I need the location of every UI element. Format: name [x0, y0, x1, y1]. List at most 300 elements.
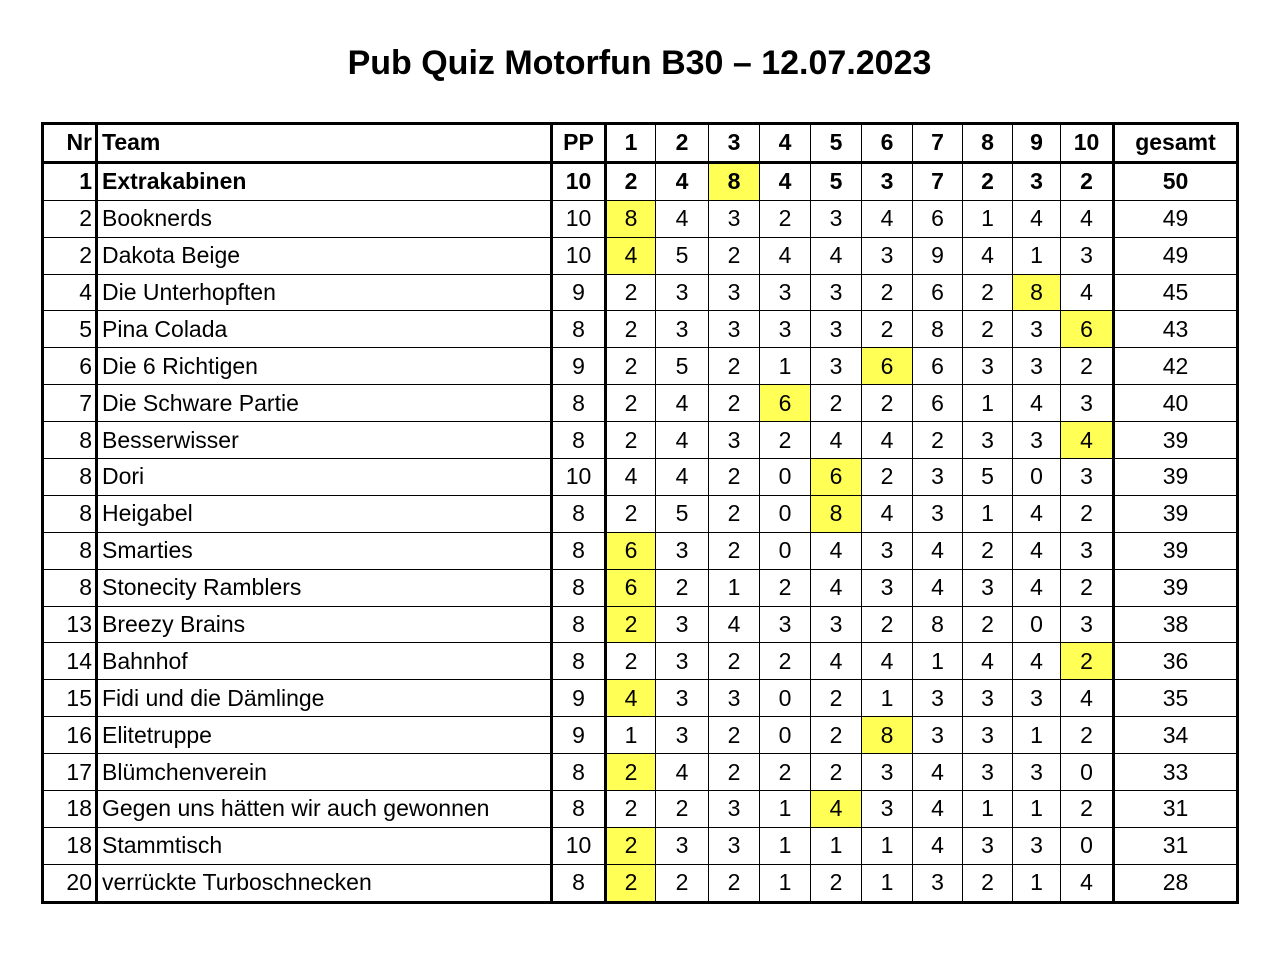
round-9-score-cell: 4: [1013, 569, 1061, 606]
round-1-score-cell: 2: [606, 606, 656, 643]
round-10-score-cell: 2: [1061, 791, 1114, 828]
round-5-score-cell: 4: [811, 532, 862, 569]
round-2-score-cell: 5: [656, 495, 709, 532]
round-3-score-cell: 2: [709, 643, 760, 680]
column-header-8: 8: [963, 124, 1013, 163]
round-10-score-cell: 3: [1061, 459, 1114, 496]
round-3-score-cell: 4: [709, 606, 760, 643]
round-3-score-cell: 2: [709, 237, 760, 274]
round-9-score-cell: 4: [1013, 200, 1061, 237]
round-9-score-cell: 4: [1013, 495, 1061, 532]
round-1-score-cell: 4: [606, 680, 656, 717]
column-header-nr: Nr: [43, 124, 97, 163]
rank-cell: 4: [43, 274, 97, 311]
round-1-score-cell: 2: [606, 162, 656, 200]
round-4-score-cell: 0: [760, 680, 811, 717]
round-9-score-cell: 3: [1013, 680, 1061, 717]
pp-cell: 8: [552, 606, 606, 643]
round-3-score-cell: 3: [709, 680, 760, 717]
round-2-score-cell: 3: [656, 643, 709, 680]
round-3-score-cell: 2: [709, 532, 760, 569]
round-10-score-cell: 4: [1061, 422, 1114, 459]
round-6-score-cell: 2: [862, 385, 913, 422]
team-name-cell: Smarties: [97, 532, 552, 569]
table-row: [43, 422, 1238, 459]
pp-cell: 9: [552, 680, 606, 717]
round-2-score-cell: 4: [656, 162, 709, 200]
rank-cell: 2: [43, 200, 97, 237]
round-6-score-cell: 1: [862, 680, 913, 717]
table-row: [43, 311, 1238, 348]
round-2-score-cell: 3: [656, 311, 709, 348]
round-8-score-cell: 3: [963, 422, 1013, 459]
round-6-score-cell: 4: [862, 495, 913, 532]
round-8-score-cell: 3: [963, 827, 1013, 864]
total-cell: 49: [1114, 237, 1238, 274]
team-name-cell: Dori: [97, 459, 552, 496]
rank-cell: 8: [43, 459, 97, 496]
round-4-score-cell: 1: [760, 348, 811, 385]
round-3-score-cell: 2: [709, 754, 760, 791]
column-header-10: 10: [1061, 124, 1114, 163]
round-8-score-cell: 1: [963, 791, 1013, 828]
round-2-score-cell: 2: [656, 864, 709, 902]
round-7-score-cell: 4: [913, 532, 963, 569]
round-10-score-cell: 2: [1061, 162, 1114, 200]
round-5-score-cell: 4: [811, 791, 862, 828]
round-8-score-cell: 1: [963, 200, 1013, 237]
rank-cell: 1: [43, 162, 97, 200]
total-cell: 35: [1114, 680, 1238, 717]
round-10-score-cell: 2: [1061, 717, 1114, 754]
round-5-score-cell: 3: [811, 200, 862, 237]
total-cell: 31: [1114, 791, 1238, 828]
round-3-score-cell: 2: [709, 459, 760, 496]
team-name-cell: Bahnhof: [97, 643, 552, 680]
round-3-score-cell: 3: [709, 827, 760, 864]
round-2-score-cell: 2: [656, 569, 709, 606]
round-3-score-cell: 3: [709, 791, 760, 828]
round-8-score-cell: 5: [963, 459, 1013, 496]
total-cell: 31: [1114, 827, 1238, 864]
total-cell: 39: [1114, 532, 1238, 569]
round-10-score-cell: 0: [1061, 827, 1114, 864]
round-9-score-cell: 8: [1013, 274, 1061, 311]
round-9-score-cell: 4: [1013, 385, 1061, 422]
round-4-score-cell: 2: [760, 200, 811, 237]
round-10-score-cell: 4: [1061, 864, 1114, 902]
round-2-score-cell: 3: [656, 827, 709, 864]
rank-cell: 15: [43, 680, 97, 717]
round-6-score-cell: 4: [862, 200, 913, 237]
pp-cell: 8: [552, 385, 606, 422]
round-8-score-cell: 3: [963, 680, 1013, 717]
round-5-score-cell: 5: [811, 162, 862, 200]
pp-cell: 10: [552, 237, 606, 274]
round-3-score-cell: 8: [709, 162, 760, 200]
round-10-score-cell: 4: [1061, 200, 1114, 237]
total-cell: 28: [1114, 864, 1238, 902]
rank-cell: 20: [43, 864, 97, 902]
round-5-score-cell: 1: [811, 827, 862, 864]
round-4-score-cell: 3: [760, 274, 811, 311]
round-6-score-cell: 4: [862, 422, 913, 459]
round-9-score-cell: 3: [1013, 827, 1061, 864]
round-3-score-cell: 2: [709, 864, 760, 902]
round-9-score-cell: 1: [1013, 717, 1061, 754]
team-name-cell: Booknerds: [97, 200, 552, 237]
round-5-score-cell: 2: [811, 385, 862, 422]
round-4-score-cell: 2: [760, 643, 811, 680]
team-name-cell: Besserwisser: [97, 422, 552, 459]
round-7-score-cell: 6: [913, 200, 963, 237]
pp-cell: 8: [552, 791, 606, 828]
table-row: [43, 274, 1238, 311]
rank-cell: 18: [43, 791, 97, 828]
round-4-score-cell: 2: [760, 754, 811, 791]
round-2-score-cell: 5: [656, 348, 709, 385]
total-cell: 36: [1114, 643, 1238, 680]
round-7-score-cell: 3: [913, 717, 963, 754]
total-cell: 49: [1114, 200, 1238, 237]
pp-cell: 10: [552, 827, 606, 864]
round-5-score-cell: 2: [811, 680, 862, 717]
round-10-score-cell: 6: [1061, 311, 1114, 348]
total-cell: 45: [1114, 274, 1238, 311]
round-4-score-cell: 3: [760, 311, 811, 348]
round-5-score-cell: 4: [811, 237, 862, 274]
pp-cell: 9: [552, 348, 606, 385]
team-name-cell: Stonecity Ramblers: [97, 569, 552, 606]
rank-cell: 18: [43, 827, 97, 864]
rank-cell: 6: [43, 348, 97, 385]
total-cell: 39: [1114, 422, 1238, 459]
round-8-score-cell: 2: [963, 532, 1013, 569]
round-5-score-cell: 3: [811, 274, 862, 311]
round-4-score-cell: 4: [760, 237, 811, 274]
round-7-score-cell: 6: [913, 348, 963, 385]
round-9-score-cell: 1: [1013, 237, 1061, 274]
round-9-score-cell: 1: [1013, 864, 1061, 902]
table-row: [43, 864, 1238, 902]
total-cell: 39: [1114, 459, 1238, 496]
round-6-score-cell: 3: [862, 237, 913, 274]
round-1-score-cell: 2: [606, 422, 656, 459]
round-9-score-cell: 3: [1013, 348, 1061, 385]
round-5-score-cell: 4: [811, 569, 862, 606]
round-4-score-cell: 1: [760, 791, 811, 828]
column-header-3: 3: [709, 124, 760, 163]
pp-cell: 8: [552, 532, 606, 569]
column-header-gesamt: gesamt: [1114, 124, 1238, 163]
round-7-score-cell: 3: [913, 680, 963, 717]
round-8-score-cell: 4: [963, 237, 1013, 274]
round-9-score-cell: 3: [1013, 311, 1061, 348]
round-1-score-cell: 8: [606, 200, 656, 237]
round-5-score-cell: 3: [811, 311, 862, 348]
column-header-9: 9: [1013, 124, 1061, 163]
round-2-score-cell: 4: [656, 754, 709, 791]
table-row: [43, 827, 1238, 864]
header-row: [43, 124, 1238, 163]
round-6-score-cell: 1: [862, 827, 913, 864]
pp-cell: 8: [552, 643, 606, 680]
round-4-score-cell: 0: [760, 495, 811, 532]
round-4-score-cell: 2: [760, 422, 811, 459]
column-header-2: 2: [656, 124, 709, 163]
round-10-score-cell: 2: [1061, 643, 1114, 680]
round-2-score-cell: 4: [656, 459, 709, 496]
round-8-score-cell: 3: [963, 717, 1013, 754]
table-row: [43, 680, 1238, 717]
round-6-score-cell: 2: [862, 459, 913, 496]
round-10-score-cell: 3: [1061, 532, 1114, 569]
round-10-score-cell: 4: [1061, 274, 1114, 311]
round-1-score-cell: 6: [606, 569, 656, 606]
round-1-score-cell: 4: [606, 237, 656, 274]
round-3-score-cell: 1: [709, 569, 760, 606]
round-1-score-cell: 2: [606, 495, 656, 532]
round-8-score-cell: 2: [963, 606, 1013, 643]
pp-cell: 10: [552, 162, 606, 200]
table-row: [43, 643, 1238, 680]
table-row: [43, 237, 1238, 274]
rank-cell: 14: [43, 643, 97, 680]
results-table: [41, 122, 1239, 904]
team-name-cell: Fidi und die Dämlinge: [97, 680, 552, 717]
round-10-score-cell: 2: [1061, 348, 1114, 385]
round-5-score-cell: 8: [811, 495, 862, 532]
round-10-score-cell: 3: [1061, 606, 1114, 643]
round-6-score-cell: 1: [862, 864, 913, 902]
round-1-score-cell: 2: [606, 754, 656, 791]
round-8-score-cell: 3: [963, 754, 1013, 791]
table-row: [43, 791, 1238, 828]
round-1-score-cell: 2: [606, 348, 656, 385]
round-7-score-cell: 8: [913, 311, 963, 348]
total-cell: 34: [1114, 717, 1238, 754]
round-2-score-cell: 3: [656, 680, 709, 717]
round-5-score-cell: 6: [811, 459, 862, 496]
total-cell: 39: [1114, 495, 1238, 532]
column-header-5: 5: [811, 124, 862, 163]
round-7-score-cell: 8: [913, 606, 963, 643]
round-3-score-cell: 3: [709, 311, 760, 348]
round-9-score-cell: 4: [1013, 643, 1061, 680]
table-row: [43, 569, 1238, 606]
round-3-score-cell: 3: [709, 422, 760, 459]
rank-cell: 5: [43, 311, 97, 348]
round-4-score-cell: 6: [760, 385, 811, 422]
table-row: [43, 754, 1238, 791]
pp-cell: 8: [552, 569, 606, 606]
round-6-score-cell: 6: [862, 348, 913, 385]
round-1-score-cell: 2: [606, 827, 656, 864]
round-6-score-cell: 2: [862, 606, 913, 643]
round-9-score-cell: 0: [1013, 606, 1061, 643]
round-10-score-cell: 2: [1061, 495, 1114, 532]
round-4-score-cell: 0: [760, 459, 811, 496]
team-name-cell: Die Unterhopften: [97, 274, 552, 311]
round-7-score-cell: 6: [913, 274, 963, 311]
team-name-cell: Die Schware Partie: [97, 385, 552, 422]
round-4-score-cell: 1: [760, 827, 811, 864]
rank-cell: 2: [43, 237, 97, 274]
round-7-score-cell: 4: [913, 754, 963, 791]
round-6-score-cell: 3: [862, 532, 913, 569]
round-8-score-cell: 3: [963, 348, 1013, 385]
team-name-cell: Pina Colada: [97, 311, 552, 348]
column-header-7: 7: [913, 124, 963, 163]
rank-cell: 8: [43, 422, 97, 459]
table-row: [43, 606, 1238, 643]
pp-cell: 8: [552, 864, 606, 902]
rank-cell: 13: [43, 606, 97, 643]
round-1-score-cell: 2: [606, 385, 656, 422]
round-2-score-cell: 3: [656, 532, 709, 569]
column-header-4: 4: [760, 124, 811, 163]
round-6-score-cell: 3: [862, 791, 913, 828]
round-3-score-cell: 2: [709, 348, 760, 385]
column-header-team: Team: [97, 124, 552, 163]
pp-cell: 9: [552, 717, 606, 754]
table-row: [43, 495, 1238, 532]
round-2-score-cell: 3: [656, 606, 709, 643]
round-6-score-cell: 3: [862, 754, 913, 791]
column-header-1: 1: [606, 124, 656, 163]
round-2-score-cell: 4: [656, 422, 709, 459]
round-5-score-cell: 2: [811, 864, 862, 902]
total-cell: 43: [1114, 311, 1238, 348]
round-2-score-cell: 3: [656, 274, 709, 311]
round-9-score-cell: 1: [1013, 791, 1061, 828]
round-1-score-cell: 2: [606, 311, 656, 348]
round-6-score-cell: 3: [862, 162, 913, 200]
round-4-score-cell: 4: [760, 162, 811, 200]
round-5-score-cell: 4: [811, 422, 862, 459]
round-1-score-cell: 6: [606, 532, 656, 569]
pp-cell: 10: [552, 200, 606, 237]
round-5-score-cell: 4: [811, 643, 862, 680]
round-6-score-cell: 4: [862, 643, 913, 680]
round-8-score-cell: 2: [963, 274, 1013, 311]
round-3-score-cell: 3: [709, 200, 760, 237]
round-8-score-cell: 2: [963, 311, 1013, 348]
round-8-score-cell: 3: [963, 569, 1013, 606]
column-header-6: 6: [862, 124, 913, 163]
table-row: [43, 532, 1238, 569]
round-5-score-cell: 3: [811, 606, 862, 643]
round-10-score-cell: 3: [1061, 237, 1114, 274]
pp-cell: 10: [552, 459, 606, 496]
round-7-score-cell: 3: [913, 495, 963, 532]
round-3-score-cell: 2: [709, 495, 760, 532]
rank-cell: 17: [43, 754, 97, 791]
round-3-score-cell: 2: [709, 717, 760, 754]
team-name-cell: Die 6 Richtigen: [97, 348, 552, 385]
round-8-score-cell: 1: [963, 495, 1013, 532]
pp-cell: 8: [552, 495, 606, 532]
round-1-score-cell: 2: [606, 643, 656, 680]
round-3-score-cell: 3: [709, 274, 760, 311]
column-header-pp: PP: [552, 124, 606, 163]
round-9-score-cell: 4: [1013, 532, 1061, 569]
round-4-score-cell: 1: [760, 864, 811, 902]
team-name-cell: Elitetruppe: [97, 717, 552, 754]
total-cell: 50: [1114, 162, 1238, 200]
round-9-score-cell: 0: [1013, 459, 1061, 496]
round-8-score-cell: 4: [963, 643, 1013, 680]
round-9-score-cell: 3: [1013, 422, 1061, 459]
pp-cell: 9: [552, 274, 606, 311]
team-name-cell: Gegen uns hätten wir auch gewonnen: [97, 791, 552, 828]
table-row: [43, 200, 1238, 237]
round-10-score-cell: 0: [1061, 754, 1114, 791]
team-name-cell: Stammtisch: [97, 827, 552, 864]
round-6-score-cell: 2: [862, 311, 913, 348]
team-name-cell: verrückte Turboschnecken: [97, 864, 552, 902]
table-row: [43, 348, 1238, 385]
round-6-score-cell: 2: [862, 274, 913, 311]
round-7-score-cell: 3: [913, 864, 963, 902]
round-1-score-cell: 1: [606, 717, 656, 754]
rank-cell: 16: [43, 717, 97, 754]
round-9-score-cell: 3: [1013, 754, 1061, 791]
round-7-score-cell: 4: [913, 569, 963, 606]
round-8-score-cell: 2: [963, 162, 1013, 200]
round-4-score-cell: 0: [760, 717, 811, 754]
round-7-score-cell: 4: [913, 827, 963, 864]
round-10-score-cell: 2: [1061, 569, 1114, 606]
round-8-score-cell: 2: [963, 864, 1013, 902]
round-2-score-cell: 4: [656, 385, 709, 422]
round-1-score-cell: 2: [606, 274, 656, 311]
round-4-score-cell: 3: [760, 606, 811, 643]
round-1-score-cell: 2: [606, 791, 656, 828]
round-7-score-cell: 9: [913, 237, 963, 274]
round-10-score-cell: 3: [1061, 385, 1114, 422]
round-6-score-cell: 8: [862, 717, 913, 754]
round-2-score-cell: 2: [656, 791, 709, 828]
rank-cell: 7: [43, 385, 97, 422]
round-2-score-cell: 4: [656, 200, 709, 237]
round-3-score-cell: 2: [709, 385, 760, 422]
rank-cell: 8: [43, 532, 97, 569]
team-name-cell: Heigabel: [97, 495, 552, 532]
round-7-score-cell: 7: [913, 162, 963, 200]
round-5-score-cell: 2: [811, 717, 862, 754]
round-5-score-cell: 3: [811, 348, 862, 385]
round-10-score-cell: 4: [1061, 680, 1114, 717]
team-name-cell: Dakota Beige: [97, 237, 552, 274]
total-cell: 39: [1114, 569, 1238, 606]
pp-cell: 8: [552, 754, 606, 791]
round-1-score-cell: 2: [606, 864, 656, 902]
round-4-score-cell: 2: [760, 569, 811, 606]
round-9-score-cell: 3: [1013, 162, 1061, 200]
table-row: [43, 717, 1238, 754]
team-name-cell: Extrakabinen: [97, 162, 552, 200]
round-8-score-cell: 1: [963, 385, 1013, 422]
round-2-score-cell: 5: [656, 237, 709, 274]
rank-cell: 8: [43, 569, 97, 606]
pp-cell: 8: [552, 311, 606, 348]
total-cell: 40: [1114, 385, 1238, 422]
table-row: [43, 459, 1238, 496]
table-row: [43, 162, 1238, 200]
round-6-score-cell: 3: [862, 569, 913, 606]
page-title: Pub Quiz Motorfun B30 – 12.07.2023: [347, 44, 932, 82]
